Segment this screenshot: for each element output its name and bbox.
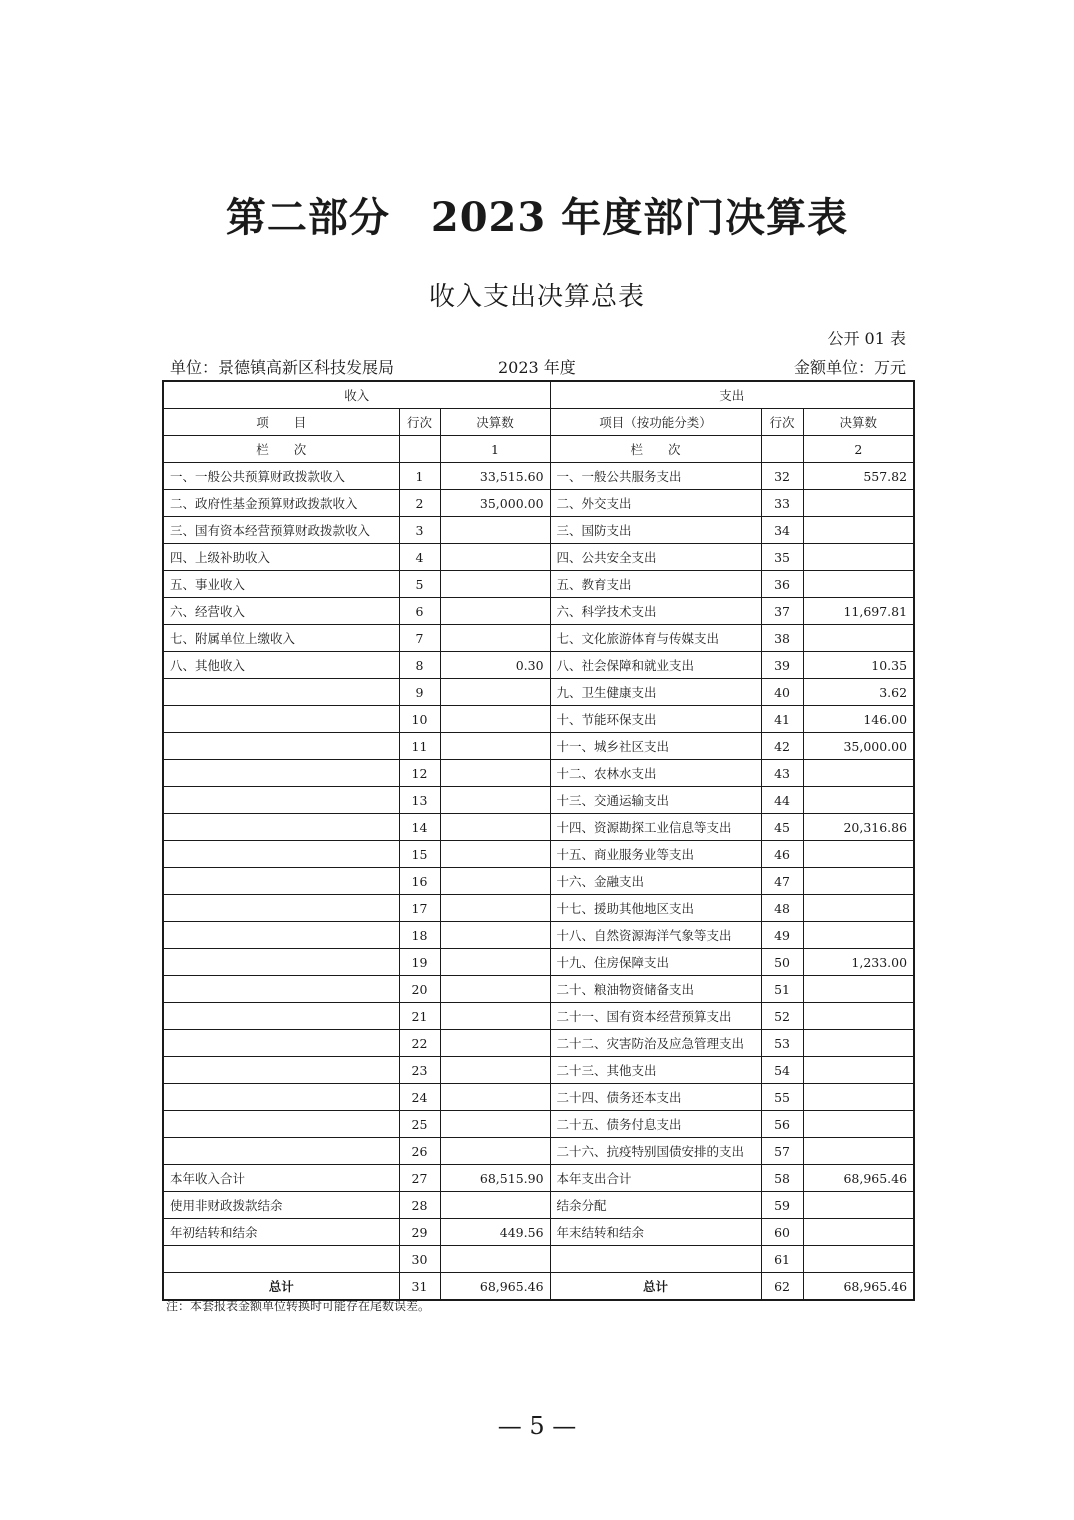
table-row bbox=[163, 1111, 914, 1138]
income-item bbox=[163, 1246, 399, 1273]
income-amount: 33,515.60 bbox=[440, 463, 550, 490]
expense-line-no: 49 bbox=[761, 922, 803, 949]
income-item bbox=[163, 1030, 399, 1057]
income-amount bbox=[440, 895, 550, 922]
table-row bbox=[163, 1003, 914, 1030]
income-line-no: 1 bbox=[399, 463, 440, 490]
income-line-no: 30 bbox=[399, 1246, 440, 1273]
income-line-no: 15 bbox=[399, 841, 440, 868]
income-amount bbox=[440, 679, 550, 706]
income-header: 收入 bbox=[163, 381, 550, 409]
table-row bbox=[163, 895, 914, 922]
income-line-no: 29 bbox=[399, 1219, 440, 1246]
expense-line-no: 33 bbox=[761, 490, 803, 517]
table-row bbox=[163, 841, 914, 868]
income-item bbox=[163, 760, 399, 787]
expense-amount bbox=[803, 895, 914, 922]
income-item: 四、上级补助收入 bbox=[163, 544, 399, 571]
expense-amount: 10.35 bbox=[803, 652, 914, 679]
expense-line-no: 57 bbox=[761, 1138, 803, 1165]
summary-row bbox=[163, 1192, 914, 1219]
income-amount bbox=[440, 1138, 550, 1165]
income-line-no: 17 bbox=[399, 895, 440, 922]
expense-amount bbox=[803, 544, 914, 571]
expense-line-no: 47 bbox=[761, 868, 803, 895]
income-amount bbox=[440, 976, 550, 1003]
table-row bbox=[163, 463, 914, 490]
income-expense-table bbox=[162, 380, 915, 1301]
income-amount bbox=[440, 625, 550, 652]
income-line-no: 5 bbox=[399, 571, 440, 598]
expense-item: 十四、资源勘探工业信息等支出 bbox=[550, 814, 761, 841]
expense-item bbox=[550, 1246, 761, 1273]
expense-line-no: 62 bbox=[761, 1273, 803, 1301]
currency-label: 金额单位：万元 bbox=[793, 358, 906, 377]
expense-item: 本年支出合计 bbox=[550, 1165, 761, 1192]
table-row bbox=[163, 868, 914, 895]
year-label: 2023 年度 bbox=[498, 358, 576, 377]
expense-amount bbox=[803, 1057, 914, 1084]
unit-label: 单位：景德镇高新区科技发展局 bbox=[170, 358, 395, 377]
expense-item: 十七、援助其他地区支出 bbox=[550, 895, 761, 922]
income-item: 八、其他收入 bbox=[163, 652, 399, 679]
col-index-expense: 2 bbox=[803, 436, 914, 463]
table-row bbox=[163, 490, 914, 517]
page-title: 第二部分 2023 年度部门决算表 bbox=[225, 194, 849, 241]
income-amount bbox=[440, 1246, 550, 1273]
expense-amount bbox=[803, 922, 914, 949]
table-title: 收入支出决算总表 bbox=[428, 282, 645, 312]
income-line-no: 14 bbox=[399, 814, 440, 841]
income-amount bbox=[440, 1057, 550, 1084]
expense-item: 八、社会保障和就业支出 bbox=[550, 652, 761, 679]
table-row bbox=[163, 679, 914, 706]
income-item: 一、一般公共预算财政拨款收入 bbox=[163, 463, 399, 490]
income-amount bbox=[440, 1111, 550, 1138]
expense-item: 七、文化旅游体育与传媒支出 bbox=[550, 625, 761, 652]
income-item bbox=[163, 679, 399, 706]
table-row bbox=[163, 787, 914, 814]
empty-cell bbox=[399, 436, 440, 463]
expense-amount: 68,965.46 bbox=[803, 1273, 914, 1301]
column-header-row bbox=[163, 409, 914, 436]
table-row bbox=[163, 1057, 914, 1084]
expense-item: 二十一、国有资本经营预算支出 bbox=[550, 1003, 761, 1030]
expense-line-no: 55 bbox=[761, 1084, 803, 1111]
income-amount bbox=[440, 922, 550, 949]
expense-amount bbox=[803, 1030, 914, 1057]
expense-line-no: 39 bbox=[761, 652, 803, 679]
expense-amount: 68,965.46 bbox=[803, 1165, 914, 1192]
expense-line-no: 52 bbox=[761, 1003, 803, 1030]
expense-amount bbox=[803, 868, 914, 895]
income-line-no: 3 bbox=[399, 517, 440, 544]
expense-item: 四、公共安全支出 bbox=[550, 544, 761, 571]
expense-item: 二十二、灾害防治及应急管理支出 bbox=[550, 1030, 761, 1057]
expense-amount bbox=[803, 787, 914, 814]
expense-line-no: 40 bbox=[761, 679, 803, 706]
income-item bbox=[163, 1111, 399, 1138]
income-amount: 68,515.90 bbox=[440, 1165, 550, 1192]
income-line-no: 25 bbox=[399, 1111, 440, 1138]
expense-line-no: 58 bbox=[761, 1165, 803, 1192]
expense-item: 十三、交通运输支出 bbox=[550, 787, 761, 814]
expense-amount bbox=[803, 1219, 914, 1246]
income-item bbox=[163, 895, 399, 922]
summary-row bbox=[163, 1165, 914, 1192]
table-row bbox=[163, 598, 914, 625]
income-amount bbox=[440, 544, 550, 571]
expense-item: 十二、农林水支出 bbox=[550, 760, 761, 787]
expense-amount bbox=[803, 1084, 914, 1111]
table-row bbox=[163, 1138, 914, 1165]
income-item bbox=[163, 841, 399, 868]
expense-amount bbox=[803, 571, 914, 598]
income-amount bbox=[440, 787, 550, 814]
expense-amount: 146.00 bbox=[803, 706, 914, 733]
col-line-header: 行次 bbox=[399, 409, 440, 436]
expense-item: 二十、粮油物资储备支出 bbox=[550, 976, 761, 1003]
expense-line-no: 41 bbox=[761, 706, 803, 733]
expense-line-no: 46 bbox=[761, 841, 803, 868]
table-row bbox=[163, 544, 914, 571]
expense-line-no: 45 bbox=[761, 814, 803, 841]
income-line-no: 13 bbox=[399, 787, 440, 814]
income-item: 六、经营收入 bbox=[163, 598, 399, 625]
table-row bbox=[163, 733, 914, 760]
income-item bbox=[163, 1138, 399, 1165]
income-item bbox=[163, 976, 399, 1003]
expense-amount bbox=[803, 760, 914, 787]
col-amount-header: 决算数 bbox=[803, 409, 914, 436]
income-amount bbox=[440, 733, 550, 760]
expense-line-no: 37 bbox=[761, 598, 803, 625]
expense-item: 十六、金融支出 bbox=[550, 868, 761, 895]
income-line-no: 19 bbox=[399, 949, 440, 976]
expense-item: 十八、自然资源海洋气象等支出 bbox=[550, 922, 761, 949]
income-line-no: 4 bbox=[399, 544, 440, 571]
expense-line-no: 54 bbox=[761, 1057, 803, 1084]
expense-amount bbox=[803, 1111, 914, 1138]
income-line-no: 20 bbox=[399, 976, 440, 1003]
income-item bbox=[163, 1084, 399, 1111]
expense-line-no: 48 bbox=[761, 895, 803, 922]
income-line-no: 7 bbox=[399, 625, 440, 652]
income-line-no: 26 bbox=[399, 1138, 440, 1165]
table-row bbox=[163, 571, 914, 598]
expense-amount: 11,697.81 bbox=[803, 598, 914, 625]
expense-line-no: 43 bbox=[761, 760, 803, 787]
income-line-no: 11 bbox=[399, 733, 440, 760]
income-line-no: 31 bbox=[399, 1273, 440, 1301]
expense-line-no: 60 bbox=[761, 1219, 803, 1246]
income-line-no: 2 bbox=[399, 490, 440, 517]
income-amount bbox=[440, 1192, 550, 1219]
expense-amount bbox=[803, 1003, 914, 1030]
expense-item: 二十五、债务付息支出 bbox=[550, 1111, 761, 1138]
expense-item: 二、外交支出 bbox=[550, 490, 761, 517]
income-amount bbox=[440, 868, 550, 895]
income-line-no: 21 bbox=[399, 1003, 440, 1030]
expense-amount bbox=[803, 841, 914, 868]
expense-item: 五、教育支出 bbox=[550, 571, 761, 598]
table-row bbox=[163, 652, 914, 679]
income-item: 年初结转和结余 bbox=[163, 1219, 399, 1246]
expense-line-no: 50 bbox=[761, 949, 803, 976]
col-amount-header: 决算数 bbox=[440, 409, 550, 436]
expense-amount bbox=[803, 490, 914, 517]
section-header-row bbox=[163, 381, 914, 409]
expense-amount: 1,233.00 bbox=[803, 949, 914, 976]
table-row bbox=[163, 814, 914, 841]
income-item bbox=[163, 733, 399, 760]
expense-line-no: 59 bbox=[761, 1192, 803, 1219]
table-row bbox=[163, 706, 914, 733]
expense-amount bbox=[803, 1246, 914, 1273]
summary-row bbox=[163, 1219, 914, 1246]
empty-cell bbox=[761, 436, 803, 463]
col-index-label: 栏 次 bbox=[163, 436, 399, 463]
expense-line-no: 38 bbox=[761, 625, 803, 652]
income-item: 七、附属单位上缴收入 bbox=[163, 625, 399, 652]
income-line-no: 28 bbox=[399, 1192, 440, 1219]
expense-item: 年末结转和结余 bbox=[550, 1219, 761, 1246]
income-line-no: 27 bbox=[399, 1165, 440, 1192]
table-row bbox=[163, 625, 914, 652]
expense-line-no: 61 bbox=[761, 1246, 803, 1273]
income-amount bbox=[440, 598, 550, 625]
expense-line-no: 34 bbox=[761, 517, 803, 544]
expense-line-no: 53 bbox=[761, 1030, 803, 1057]
expense-amount: 3.62 bbox=[803, 679, 914, 706]
expense-item: 十九、住房保障支出 bbox=[550, 949, 761, 976]
expense-amount bbox=[803, 1138, 914, 1165]
income-amount bbox=[440, 517, 550, 544]
table-code: 公开 01 表 bbox=[827, 329, 906, 348]
income-amount: 35,000.00 bbox=[440, 490, 550, 517]
expense-item: 总计 bbox=[550, 1273, 761, 1301]
income-amount bbox=[440, 1084, 550, 1111]
expense-item: 十一、城乡社区支出 bbox=[550, 733, 761, 760]
expense-item: 二十六、抗疫特别国债安排的支出 bbox=[550, 1138, 761, 1165]
page-number: — 5 — bbox=[497, 1412, 577, 1440]
col-line-header: 行次 bbox=[761, 409, 803, 436]
income-line-no: 6 bbox=[399, 598, 440, 625]
table-row bbox=[163, 760, 914, 787]
income-item: 三、国有资本经营预算财政拨款收入 bbox=[163, 517, 399, 544]
income-amount bbox=[440, 1030, 550, 1057]
expense-item: 二十三、其他支出 bbox=[550, 1057, 761, 1084]
income-amount bbox=[440, 949, 550, 976]
income-line-no: 16 bbox=[399, 868, 440, 895]
income-amount bbox=[440, 760, 550, 787]
income-item bbox=[163, 949, 399, 976]
table-row bbox=[163, 976, 914, 1003]
income-line-no: 10 bbox=[399, 706, 440, 733]
income-item bbox=[163, 1003, 399, 1030]
expense-amount: 20,316.86 bbox=[803, 814, 914, 841]
expense-item: 一、一般公共服务支出 bbox=[550, 463, 761, 490]
column-index-row bbox=[163, 436, 914, 463]
income-amount: 0.30 bbox=[440, 652, 550, 679]
income-amount bbox=[440, 706, 550, 733]
col-index-label: 栏 次 bbox=[550, 436, 761, 463]
expense-item: 二十四、债务还本支出 bbox=[550, 1084, 761, 1111]
income-amount bbox=[440, 1003, 550, 1030]
expense-amount: 557.82 bbox=[803, 463, 914, 490]
income-item bbox=[163, 1057, 399, 1084]
col-item-func-header: 项目（按功能分类） bbox=[550, 409, 761, 436]
income-line-no: 24 bbox=[399, 1084, 440, 1111]
table-row bbox=[163, 1030, 914, 1057]
income-line-no: 8 bbox=[399, 652, 440, 679]
expense-amount bbox=[803, 517, 914, 544]
income-amount: 68,965.46 bbox=[440, 1273, 550, 1301]
income-amount: 449.56 bbox=[440, 1219, 550, 1246]
expense-item: 九、卫生健康支出 bbox=[550, 679, 761, 706]
income-amount bbox=[440, 814, 550, 841]
income-amount bbox=[440, 841, 550, 868]
col-index-income: 1 bbox=[440, 436, 550, 463]
expense-line-no: 44 bbox=[761, 787, 803, 814]
income-line-no: 22 bbox=[399, 1030, 440, 1057]
income-line-no: 18 bbox=[399, 922, 440, 949]
income-item: 使用非财政拨款结余 bbox=[163, 1192, 399, 1219]
income-item bbox=[163, 922, 399, 949]
income-item: 总计 bbox=[163, 1273, 399, 1301]
income-item bbox=[163, 814, 399, 841]
income-item: 五、事业收入 bbox=[163, 571, 399, 598]
expense-header: 支出 bbox=[550, 381, 914, 409]
table-row bbox=[163, 949, 914, 976]
table-row bbox=[163, 922, 914, 949]
income-line-no: 9 bbox=[399, 679, 440, 706]
col-item-header: 项 目 bbox=[163, 409, 399, 436]
income-line-no: 12 bbox=[399, 760, 440, 787]
expense-line-no: 35 bbox=[761, 544, 803, 571]
summary-row bbox=[163, 1246, 914, 1273]
expense-line-no: 56 bbox=[761, 1111, 803, 1138]
income-item bbox=[163, 787, 399, 814]
expense-line-no: 42 bbox=[761, 733, 803, 760]
income-item bbox=[163, 868, 399, 895]
expense-line-no: 51 bbox=[761, 976, 803, 1003]
expense-line-no: 32 bbox=[761, 463, 803, 490]
income-item: 二、政府性基金预算财政拨款收入 bbox=[163, 490, 399, 517]
expense-amount bbox=[803, 976, 914, 1003]
expense-item: 六、科学技术支出 bbox=[550, 598, 761, 625]
expense-item: 十、节能环保支出 bbox=[550, 706, 761, 733]
expense-amount bbox=[803, 1192, 914, 1219]
income-line-no: 23 bbox=[399, 1057, 440, 1084]
total-row bbox=[163, 1273, 914, 1301]
expense-item: 三、国防支出 bbox=[550, 517, 761, 544]
expense-line-no: 36 bbox=[761, 571, 803, 598]
income-item: 本年收入合计 bbox=[163, 1165, 399, 1192]
expense-amount bbox=[803, 625, 914, 652]
footnote: 注：本套报表金额单位转换时可能存在尾数误差。 bbox=[166, 1299, 431, 1313]
income-amount bbox=[440, 571, 550, 598]
expense-amount: 35,000.00 bbox=[803, 733, 914, 760]
table-row bbox=[163, 517, 914, 544]
income-item bbox=[163, 706, 399, 733]
expense-item: 结余分配 bbox=[550, 1192, 761, 1219]
table-row bbox=[163, 1084, 914, 1111]
expense-item: 十五、商业服务业等支出 bbox=[550, 841, 761, 868]
